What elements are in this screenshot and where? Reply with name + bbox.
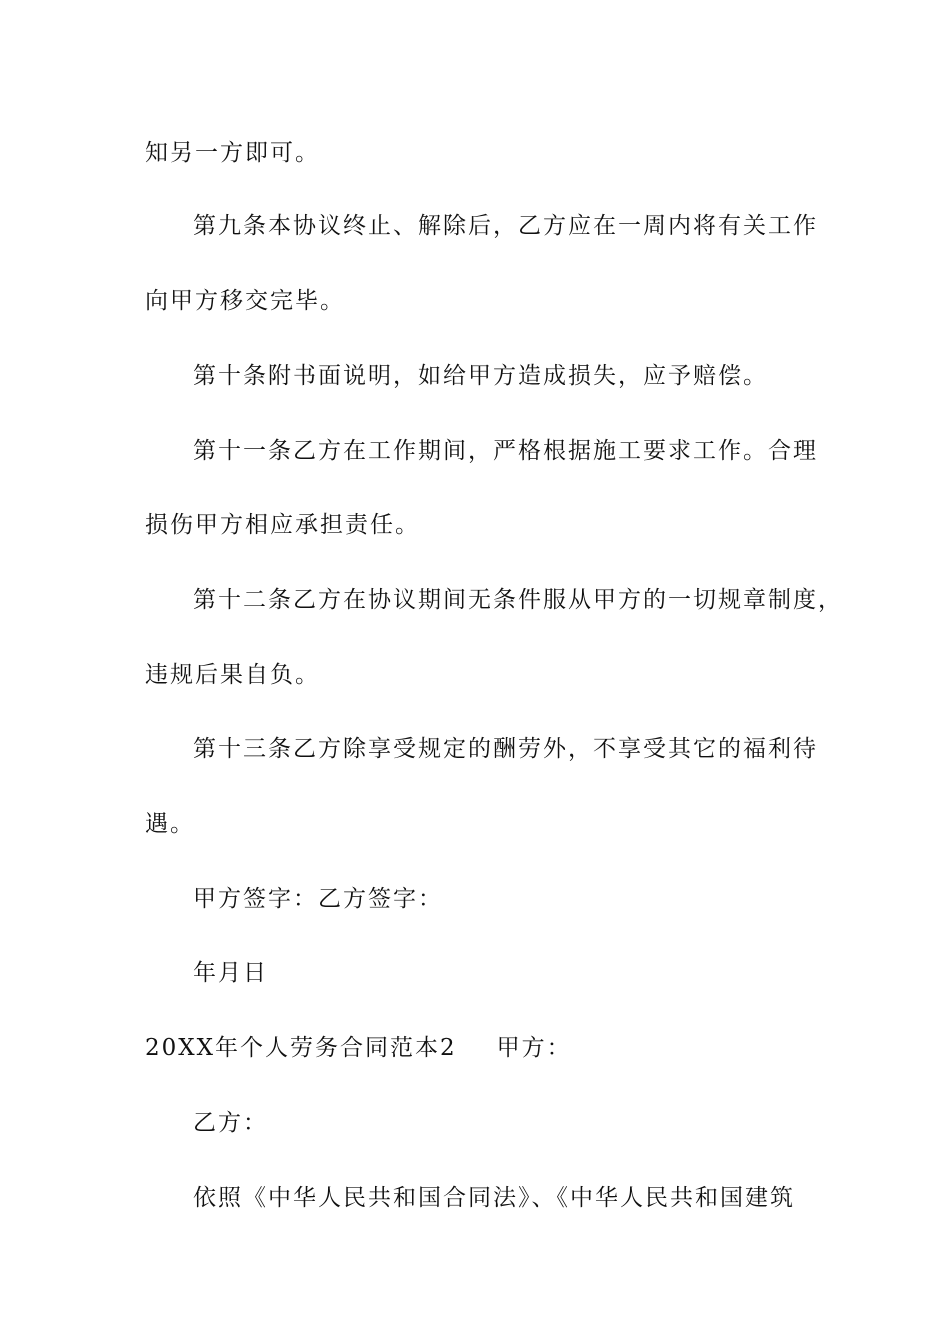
text-line: 遇。 (145, 811, 195, 837)
party-b-label: 乙方： (193, 1110, 268, 1136)
text-line: 第九条本协议终止、解除后，乙方应在一周内将有关工作 (193, 213, 818, 239)
contract-title: 20XX年个人劳务合同范本2 (145, 1035, 457, 1061)
text-line: 向甲方移交完毕。 (145, 288, 345, 314)
text-line: 违规后果自负。 (145, 662, 320, 688)
signature-line: 甲方签字：乙方签字： (193, 886, 443, 912)
contract-heading (145, 1033, 572, 1063)
party-a-label: 甲方： (496, 1035, 572, 1061)
text-line: 损伤甲方相应承担责任。 (145, 512, 420, 538)
text-line: 第十条附书面说明，如给甲方造成损失，应予赔偿。 (193, 363, 768, 389)
date-line: 年月日 (193, 960, 268, 986)
text-line: 第十二条乙方在协议期间无条件服从甲方的一切规章制度， (193, 587, 843, 613)
text-line: 第十一条乙方在工作期间，严格根据施工要求工作。合理 (193, 438, 818, 464)
text-line: 第十三条乙方除享受规定的酬劳外，不享受其它的福利待 (193, 736, 818, 762)
text-line: 依照《中华人民共和国合同法》、《中华人民共和国建筑 (193, 1185, 795, 1211)
text-line: 知另一方即可。 (145, 140, 320, 166)
